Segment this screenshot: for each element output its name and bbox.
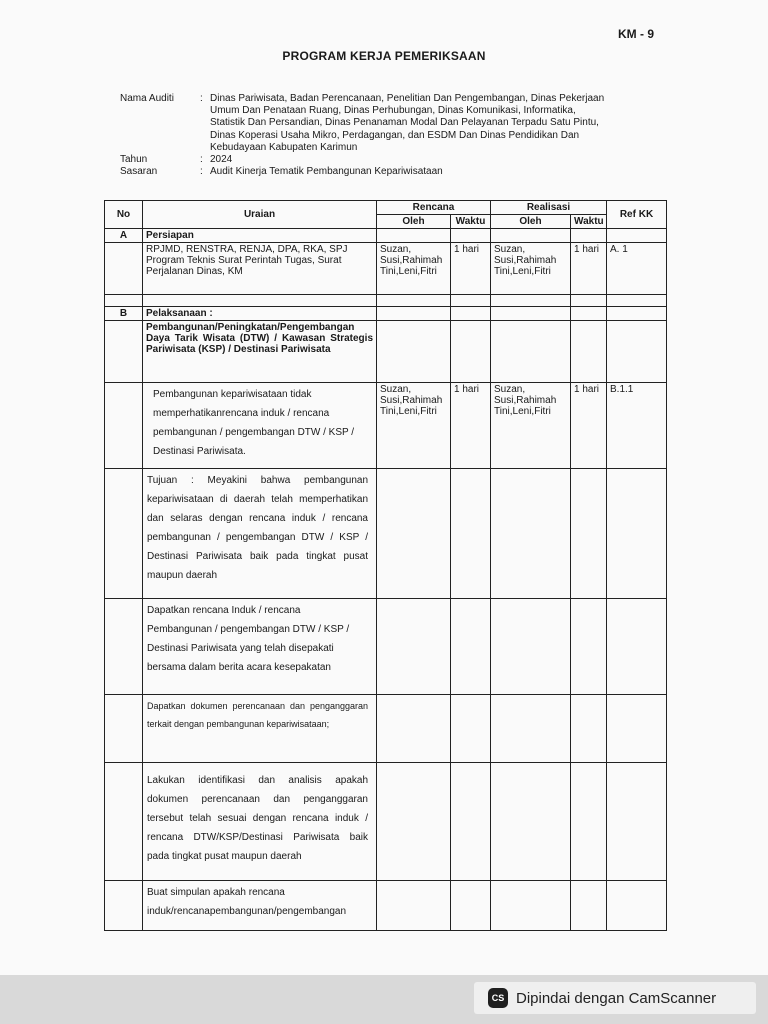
rencana-oleh-cell: Suzan, Susi,Rahimah Tini,Leni,Fitri (377, 243, 451, 295)
meta-row-tahun (120, 154, 610, 166)
realisasi-oleh-cell: Suzan, Susi,Rahimah Tini,Leni,Fitri (491, 383, 571, 469)
document-title: PROGRAM KERJA PEMERIKSAAN (282, 49, 486, 63)
col-header-rencana-oleh: Oleh (377, 215, 451, 229)
page-code: KM - 9 (618, 27, 654, 41)
meta-label: Nama Auditi (120, 93, 174, 104)
meta-value: Dinas Pariwisata, Badan Perencanaan, Penelitian Dan Pengembangan, Dinas Pekerjaan Umum Dan Penataan Ruang, Dinas Perhubungan, Dinas Komunikasi, Informatika, Statistik Dan Persandian, Dinas Penanaman Modal Dan Pelayanan Terpadu Satu Pintu, Dinas Koperasi Usaha Mikro, Perdagangan, dan ESDM Dan Dinas Pendidikan Dan Kebudayaan Kabupaten Karimun (210, 93, 605, 153)
col-header-ref: Ref KK (607, 201, 667, 229)
blank-row (105, 295, 667, 307)
rencana-oleh-cell: Suzan, Susi,Rahimah Tini,Leni,Fitri (377, 383, 451, 469)
topic-heading-cell: Pembangunan/Peningkatan/Pengembangan Daya Tarik Wisata (DTW) / Kawasan Strategis Pariwisata (KSP) / Destinasi Pariwisata (143, 321, 377, 383)
table-row (105, 321, 667, 383)
section-row-b (105, 307, 667, 321)
procedure-cell: Buat simpulan apakah rencana induk/rencanapembangunan/pengembangan (143, 881, 377, 931)
audit-meta (120, 93, 610, 178)
uraian-cell: RPJMD, RENSTRA, RENJA, DPA, RKA, SPJ Program Teknis Surat Perintah Tugas, Surat Perjalanan Dinas, KM (143, 243, 377, 295)
section-no: B (105, 307, 143, 321)
col-header-realisasi-oleh: Oleh (491, 215, 571, 229)
meta-colon: : (200, 93, 203, 104)
table-row (105, 469, 667, 599)
meta-label: Tahun (120, 154, 148, 166)
col-header-rencana: Rencana (377, 201, 491, 215)
rencana-waktu-cell: 1 hari (451, 383, 491, 469)
meta-value: Audit Kinerja Tematik Pembangunan Kepariwisataan (210, 166, 443, 178)
col-header-realisasi-waktu: Waktu (571, 215, 607, 229)
realisasi-oleh-cell: Suzan, Susi,Rahimah Tini,Leni,Fitri (491, 243, 571, 295)
table-row (105, 881, 667, 931)
audit-program-table (104, 200, 667, 931)
camscanner-watermark (474, 982, 756, 1014)
section-no: A (105, 229, 143, 243)
meta-value: 2024 (210, 154, 233, 166)
procedure-cell: Dapatkan rencana Induk / rencana Pembangunan / pengembangan DTW / KSP / Destinasi Pariwisata yang telah disepakati bersama dalam berita acara kesepakatan (143, 599, 377, 695)
section-row-a (105, 229, 667, 243)
uraian-cell: Pembangunan kepariwisataan tidak memperhatikanrencana induk / rencana pembangunan / pengembangan DTW / KSP / Destinasi Pariwisata. (143, 383, 377, 469)
rencana-waktu-cell: 1 hari (451, 243, 491, 295)
procedure-cell: Lakukan identifikasi dan analisis apakah dokumen perencanaan dan penganggaran tersebut telah sesuai dengan rencana induk / rencana DTW/KSP/Destinasi Pariwisata baik pada tingkat pusat maupun daerah (143, 763, 377, 881)
tujuan-cell: Tujuan : Meyakini bahwa pembangunan kepariwisataan di daerah telah memperhatikan dan selaras dengan rencana induk / rencana pembangunan / pengembangan DTW / KSP / Destinasi Pariwisata baik pada tingkat pusat maupun daerah (143, 469, 377, 599)
watermark-text: Dipindai dengan CamScanner (516, 989, 717, 1007)
meta-colon: : (200, 166, 203, 178)
realisasi-waktu-cell: 1 hari (571, 383, 607, 469)
ref-cell: A. 1 (607, 243, 667, 295)
table-row (105, 695, 667, 763)
procedure-cell: Dapatkan dokumen perencanaan dan penganggaran terkait dengan pembangunan kepariwisataan; (143, 695, 377, 763)
realisasi-waktu-cell: 1 hari (571, 243, 607, 295)
ref-cell: B.1.1 (607, 383, 667, 469)
table-row (105, 383, 667, 469)
meta-colon: : (200, 154, 203, 166)
section-label: Pelaksanaan : (143, 307, 377, 321)
col-header-uraian: Uraian (143, 201, 377, 229)
table-row (105, 243, 667, 295)
header-row (105, 201, 667, 215)
table-row (105, 599, 667, 695)
table-row (105, 763, 667, 881)
camscanner-logo-icon: CS (488, 988, 508, 1008)
section-label: Persiapan (143, 229, 377, 243)
meta-row-auditi (120, 93, 610, 154)
col-header-no: No (105, 201, 143, 229)
meta-row-sasaran (120, 166, 610, 178)
meta-label: Sasaran (120, 166, 158, 178)
col-header-realisasi: Realisasi (491, 201, 607, 215)
col-header-rencana-waktu: Waktu (451, 215, 491, 229)
